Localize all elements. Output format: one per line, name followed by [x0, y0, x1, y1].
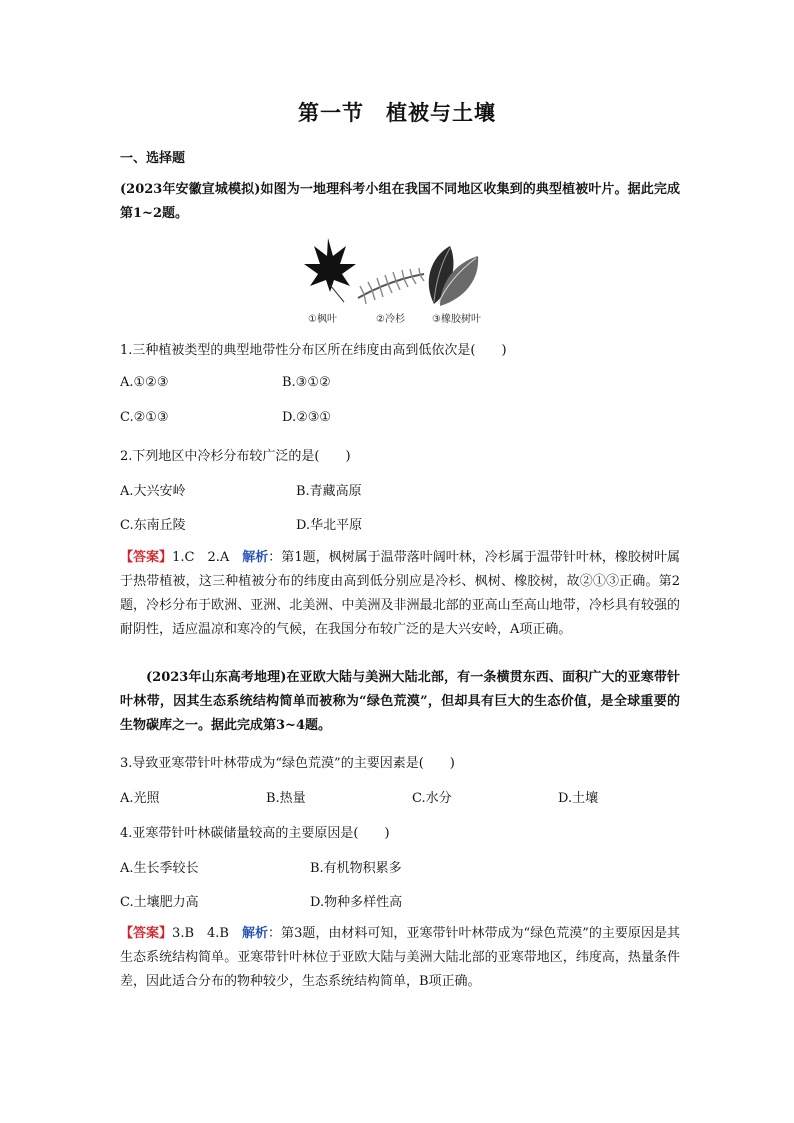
leaf-figure	[300, 230, 500, 330]
answer-block-2	[120, 922, 680, 994]
q1-option-b[interactable]: B.③①②	[282, 375, 331, 390]
analysis-text: ：第1题，枫树属于温带落叶阔叶林，冷杉属于温带针叶林，橡胶树叶属于热带植被，这三种植被分布的纬度由高到低分别应是冷杉、枫树、橡胶树，故②①③正确。第2题，冷杉分布于欧洲、亚洲、北美洲、中美洲及非洲最北部的亚高山至高山地带，冷杉具有较强的耐阴性，适应温凉和寒冷的气候，在我国分布较广泛的是大兴安岭，A项正确。	[120, 550, 680, 637]
q4-option-b[interactable]: B.有机物积累多	[310, 861, 402, 876]
section-heading: 一、选择题	[120, 151, 186, 166]
analysis-tag: 解析	[242, 550, 269, 565]
q1-option-d[interactable]: D.②③①	[282, 410, 332, 425]
question-3-stem: 3.导致亚寒带针叶林带成为“绿色荒漠”的主要因素是( )	[120, 756, 455, 771]
q1-option-a[interactable]: A.①②③	[120, 375, 169, 390]
intro-passage-1: (2023年安徽宣城模拟)如图为一地理科考小组在我国不同地区收集到的典型植被叶片。据此完成第1~2题。	[120, 182, 680, 221]
page-title: 第一节 植被与土壤	[298, 101, 496, 125]
q2-option-b[interactable]: B.青藏高原	[296, 484, 362, 499]
question-2-stem: 2.下列地区中冷杉分布较广泛的是( )	[120, 449, 351, 464]
q3-option-b[interactable]: B.热量	[266, 791, 306, 806]
q1-option-c[interactable]: C.②①③	[120, 410, 169, 425]
q4-option-c[interactable]: C.土壤肥力高	[120, 895, 199, 910]
answer-values: 1.C 2.A	[172, 550, 243, 565]
q3-option-a[interactable]: A.光照	[120, 791, 160, 806]
caption-rubber: ③橡胶树叶	[432, 314, 481, 325]
intro-passage-2: (2023年山东高考地理)在亚欧大陆与美洲大陆北部，有一条横贯东西、面积广大的亚寒带针叶林带，因其生态系统结构简单而被称为“绿色荒漠”，但却具有巨大的生态价值，是全球重要的生物碳库之一。据此完成第3~4题。	[120, 670, 680, 733]
caption-maple: ①枫叶	[308, 314, 337, 325]
fir-branch-icon	[358, 268, 424, 304]
q3-option-d[interactable]: D.土壤	[558, 791, 599, 806]
question-4-stem: 4.亚寒带针叶林碳储量较高的主要原因是( )	[120, 826, 390, 841]
answer-values: 3.B 4.B	[172, 926, 243, 941]
analysis-tag: 解析	[242, 926, 269, 941]
caption-fir: ②冷杉	[376, 314, 405, 325]
answer-tag: 【答案】	[120, 926, 173, 941]
q2-option-a[interactable]: A.大兴安岭	[120, 484, 186, 499]
rubber-leaf-icon	[429, 246, 478, 306]
q4-option-a[interactable]: A.生长季较长	[120, 861, 199, 876]
answer-block-1	[120, 546, 680, 642]
q2-option-d[interactable]: D.华北平原	[296, 518, 363, 533]
q3-option-c[interactable]: C.水分	[412, 791, 452, 806]
maple-leaf-icon	[304, 238, 356, 302]
q2-option-c[interactable]: C.东南丘陵	[120, 518, 186, 533]
analysis-text: ：第3题，由材料可知，亚寒带针叶林带成为“绿色荒漠”的主要原因是其生态系统结构简单。亚寒带针叶林位于亚欧大陆与美洲大陆北部的亚寒带地区，纬度高，热量条件差，因此适合分布的物种较少，生态系统结构简单，B项正确。	[120, 926, 680, 989]
answer-tag: 【答案】	[120, 550, 173, 565]
question-1-stem: 1.三种植被类型的典型地带性分布区所在纬度由高到低依次是( )	[120, 343, 507, 358]
q4-option-d[interactable]: D.物种多样性高	[310, 895, 403, 910]
